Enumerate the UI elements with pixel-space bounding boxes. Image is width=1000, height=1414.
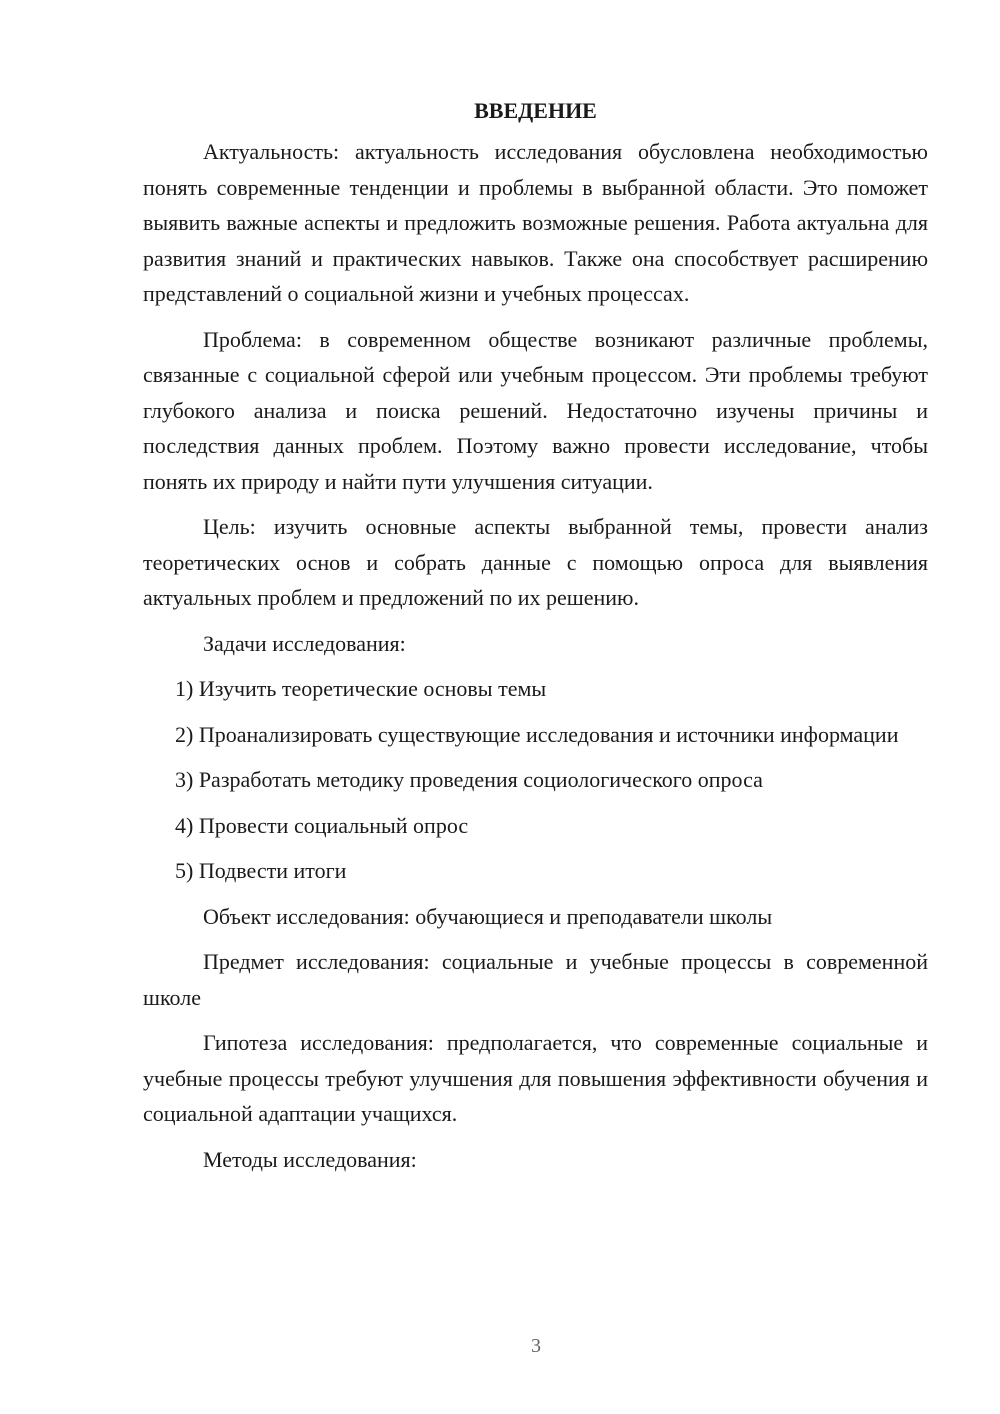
paragraph-goal: Цель: изучить основные аспекты выбранной темы, провести анализ теоретических основ и собрать данные с помощью опроса для выявления актуальных проблем и предложений по их решению. (143, 514, 928, 610)
paragraph-problem: Проблема: в современном обществе возникают различные проблемы, связанные с социальной сферой или учебным процессом. Эти проблемы требуют глубокого анализа и поиска решений. Недостаточно изучены причины и последствия данных проблем. Поэтому важно провести исследование, чтобы понять их природу и найти пути улучшения ситуации. (143, 326, 928, 494)
paragraph-tasks-heading: Задачи исследования: (203, 630, 406, 656)
task-item-2: 2) Проанализировать существующие исследования и источники информации (175, 721, 899, 747)
document-body (143, 96, 928, 1187)
task-item-5: 5) Подвести итоги (175, 858, 347, 883)
section-title: ВВЕДЕНИЕ (474, 98, 597, 123)
paragraph-object: Объект исследования: обучающиеся и преподаватели школы (203, 903, 773, 929)
paragraph-relevance: Актуальность: актуальность исследования обусловлена необходимостью понять современные тенденции и проблемы в выбранной области. Это поможет выявить важные аспекты и предложить возможные решения. Работа актуальна для развития знаний и практических навыков. Также она способствует расширению представлений о социальной жизни и учебных процессах. (143, 139, 928, 306)
task-item-3: 3) Разработать методику проведения социологического опроса (175, 767, 763, 792)
task-item-1: 1) Изучить теоретические основы темы (175, 676, 547, 701)
paragraph-subject: Предмет исследования: социальные и учебные процессы в современной школе (143, 949, 928, 1010)
paragraph-hypothesis: Гипотеза исследования: предполагается, что современные социальные и учебные процессы требуют улучшения для повышения эффективности обучения и социальной адаптации учащихся. (143, 1030, 928, 1126)
task-item-4: 4) Провести социальный опрос (175, 812, 469, 838)
page-number: 3 (531, 1335, 541, 1357)
paragraph-methods: Методы исследования: (203, 1146, 417, 1172)
